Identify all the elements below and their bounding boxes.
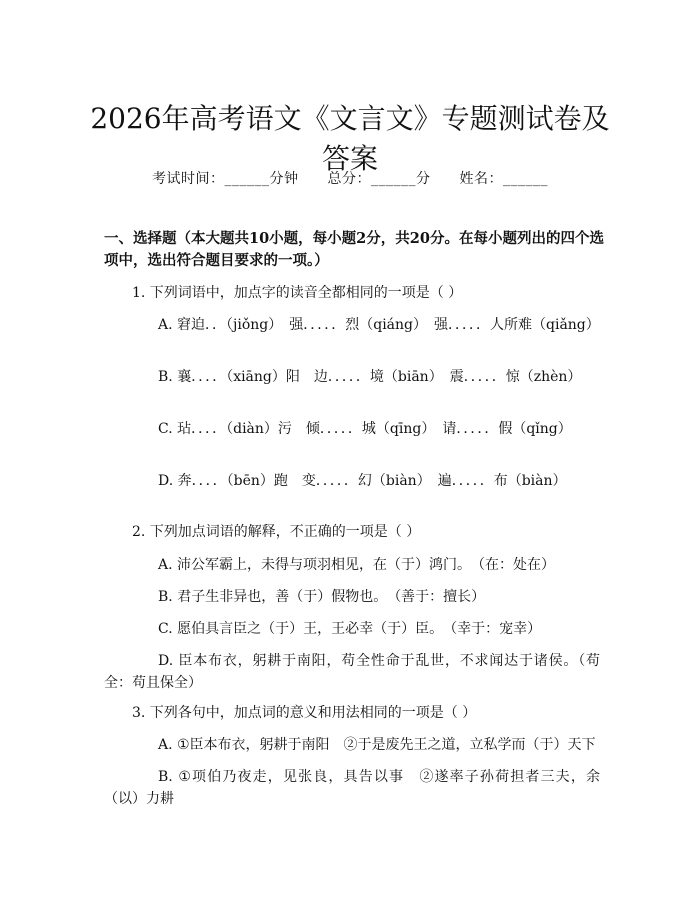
question-2-stem: 2. 下列加点词语的解释，不正确的一项是（ ）: [132, 524, 421, 540]
exam-name: 姓名：______: [459, 171, 548, 187]
question-1-option-d: D. 奔．．．．（bēn）跑 变．．．．．幻（biàn） 遍．．．．．布（biàn）: [158, 473, 567, 489]
question-2-option-a: A. 沛公军霸上，未得与项羽相见，在（于）鸿门。 （在：处在）: [158, 557, 556, 573]
question-2-option-b: B. 君子生非异也，善（于）假物也。 （善于：擅长）: [158, 589, 486, 605]
question-3-option-b: B. ①项伯乃夜走，见张良，具告以事 ②遂率子孙荷担者三夫，余（以）力耕: [104, 769, 600, 807]
exam-time: 考试时间：______分钟: [152, 171, 299, 187]
question-2-option-d: D. 臣本布衣，躬耕于南阳，苟全性命于乱世，不求闻达于诸侯。（苟全：苟且保全）: [104, 653, 600, 691]
question-2-option-c: C. 愿伯具言臣之（于）王，王必幸（于）臣。 （幸于：宠幸）: [158, 621, 542, 637]
question-3-option-a: A. ①臣本布衣，躬耕于南阳 ②于是废先王之道，立私学而（于）天下: [158, 737, 596, 753]
question-1-option-a: A. 窘迫．．（jiǒng） 强．．．．．烈（qiáng） 强．．．．．人所难（qiǎng）: [158, 317, 600, 333]
question-3-stem: 3. 下列各句中，加点词的意义和用法相同的一项是（ ）: [132, 705, 477, 721]
page-title: 2026年高考语文《文言文》专题测试卷及答案: [90, 101, 610, 175]
question-1-option-b: B. 襄．．．．（xiāng）阳 边．．．．．境（biān） 震．．．．．惊（zhèn）: [158, 369, 582, 385]
exam-meta: [0, 168, 700, 188]
question-1-stem: 1. 下列词语中，加点字的读音全都相同的一项是（ ）: [132, 285, 463, 301]
section-heading: 一、选择题（本大题共10小题，每小题2分，共20分。在每小题列出的四个选项中，选出符合题目要求的一项。）: [104, 230, 604, 269]
exam-total-score: 总分：______分: [327, 171, 431, 187]
question-1-option-c: C. 玷．．．．（diàn）污 倾．．．．．城（qīng） 请．．．．．假（qǐng）: [158, 421, 572, 437]
